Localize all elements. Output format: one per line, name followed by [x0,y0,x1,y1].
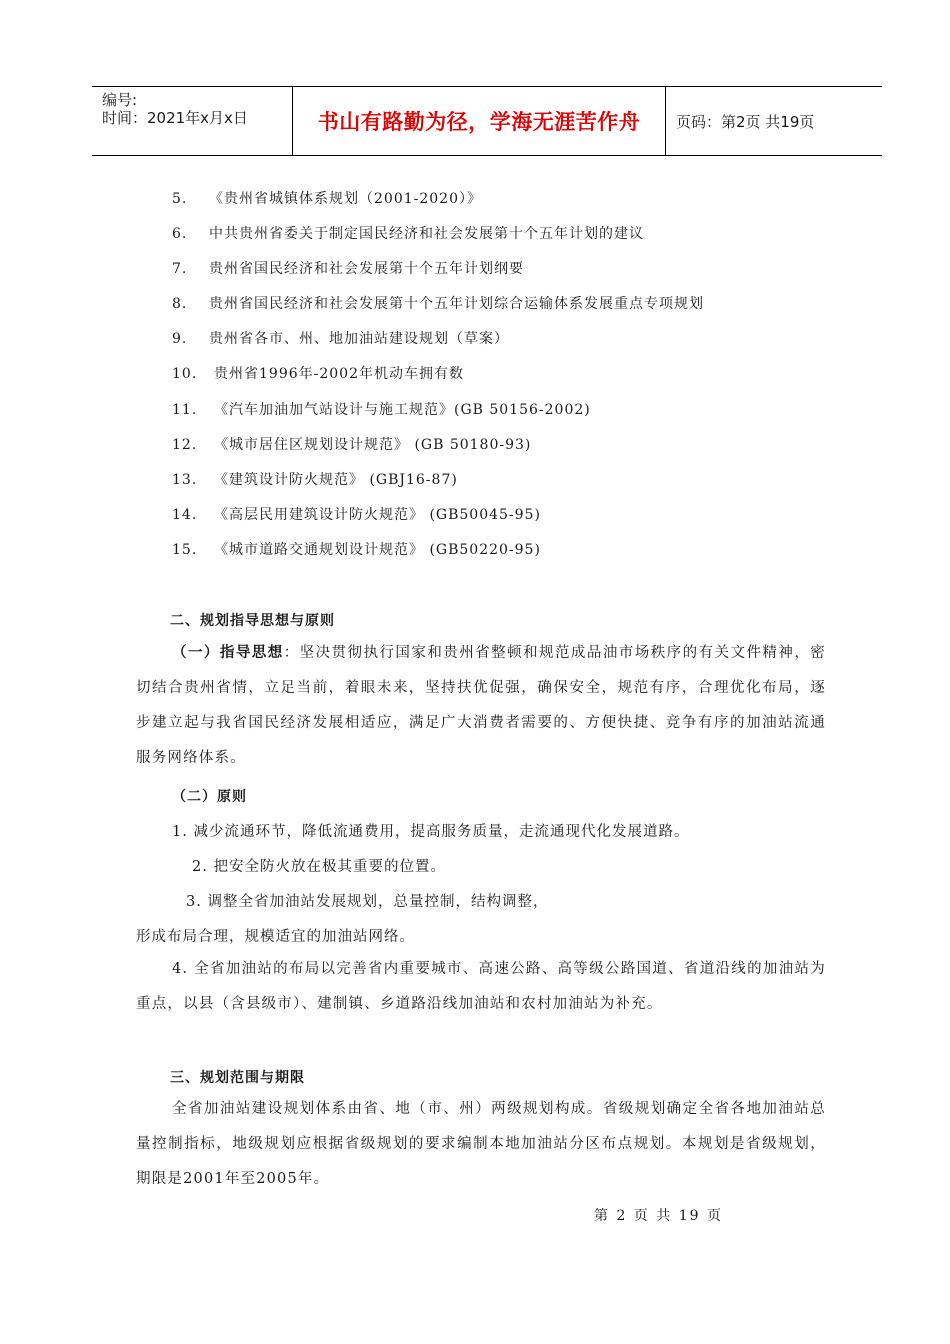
principle-3: 3. 调整全省加油站发展规划，总量控制，结构调整， [186,894,549,910]
list-item: 10. 贵州省1996年-2002年机动车拥有数 [172,366,464,382]
list-item: 9. 贵州省各市、州、地加油站建设规划（草案） [172,331,509,347]
list-item: 13. 《建筑设计防火规范》 (GBJ16-87) [172,472,458,488]
header-motto: 书山有路勤为径，学海无涯苦作舟 [293,87,666,155]
principle-2: 2. 把安全防火放在极其重要的位置。 [192,859,446,875]
section-heading: 二、规划指导思想与原则 [170,613,335,629]
code-label: 编号: [102,91,138,109]
principle-1: 1. 减少流通环节，降低流通费用，提高服务质量，走流通现代化发展道路。 [172,824,690,840]
guide-text: ：坚决贯彻执行国家和贵州省整顿和规范成品油市场秩序的有关文件精神，密切结合贵州省情，立足当前，着眼未来，坚持扶优促强，确保安全，规范有序，合理优化布局，逐步建立起与我省国民经济发展相适应，满足广大消费者需要的、方便快捷、竞争有序的加油站流通服务网络体系。 [136,645,826,766]
time-label: 时间：2021年x月x日 [102,109,248,127]
principles-heading: （二）原则 [172,789,247,805]
page-footer: 第 2 页 共 19 页 [594,1208,723,1224]
list-item: 6. 中共贵州省委关于制定国民经济和社会发展第十个五年计划的建议 [172,226,644,242]
list-item: 7. 贵州省国民经济和社会发展第十个五年计划纲要 [172,261,524,277]
list-item: 14. 《高层民用建筑设计防火规范》 (GB50045-95) [172,507,541,523]
header-page-label: 页码：第2页 共19页 [676,112,815,131]
list-item: 5. 《贵州省城镇体系规划（2001-2020）》 [172,191,482,207]
list-item: 15. 《城市道路交通规划设计规范》 (GB50220-95) [172,542,541,558]
list-item: 11. 《汽车加油加气站设计与施工规范》(GB 50156-2002) [172,402,591,418]
list-item: 12. 《城市居住区规划设计规范》 (GB 50180-93) [172,437,532,453]
principle-4: 4. 全省加油站的布局以完善省内重要城市、高速公路、高等级公路国道、省道沿线的加油站为重点，以县（含县级市）、建制镇、乡道路沿线加油站和农村加油站为补充。 [136,961,826,1012]
header-meta [92,87,293,155]
guide-lead: （一）指导思想 [172,645,284,661]
list-item: 8. 贵州省国民经济和社会发展第十个五年计划综合运输体系发展重点专项规划 [172,296,704,312]
section-heading: 三、规划范围与期限 [170,1070,305,1086]
page-header [92,86,882,156]
scope-paragraph: 全省加油站建设规划体系由省、地（市、州）两级规划构成。省级规划确定全省各地加油站总量控制指标，地级规划应根据省级规划的要求编制本地加油站分区布点规划。本规划是省级规划，期限是2001年至2005年。 [136,1101,826,1187]
principle-3-cont: 形成布局合理，规模适宜的加油站网络。 [136,929,415,945]
guide-paragraph [136,636,826,776]
